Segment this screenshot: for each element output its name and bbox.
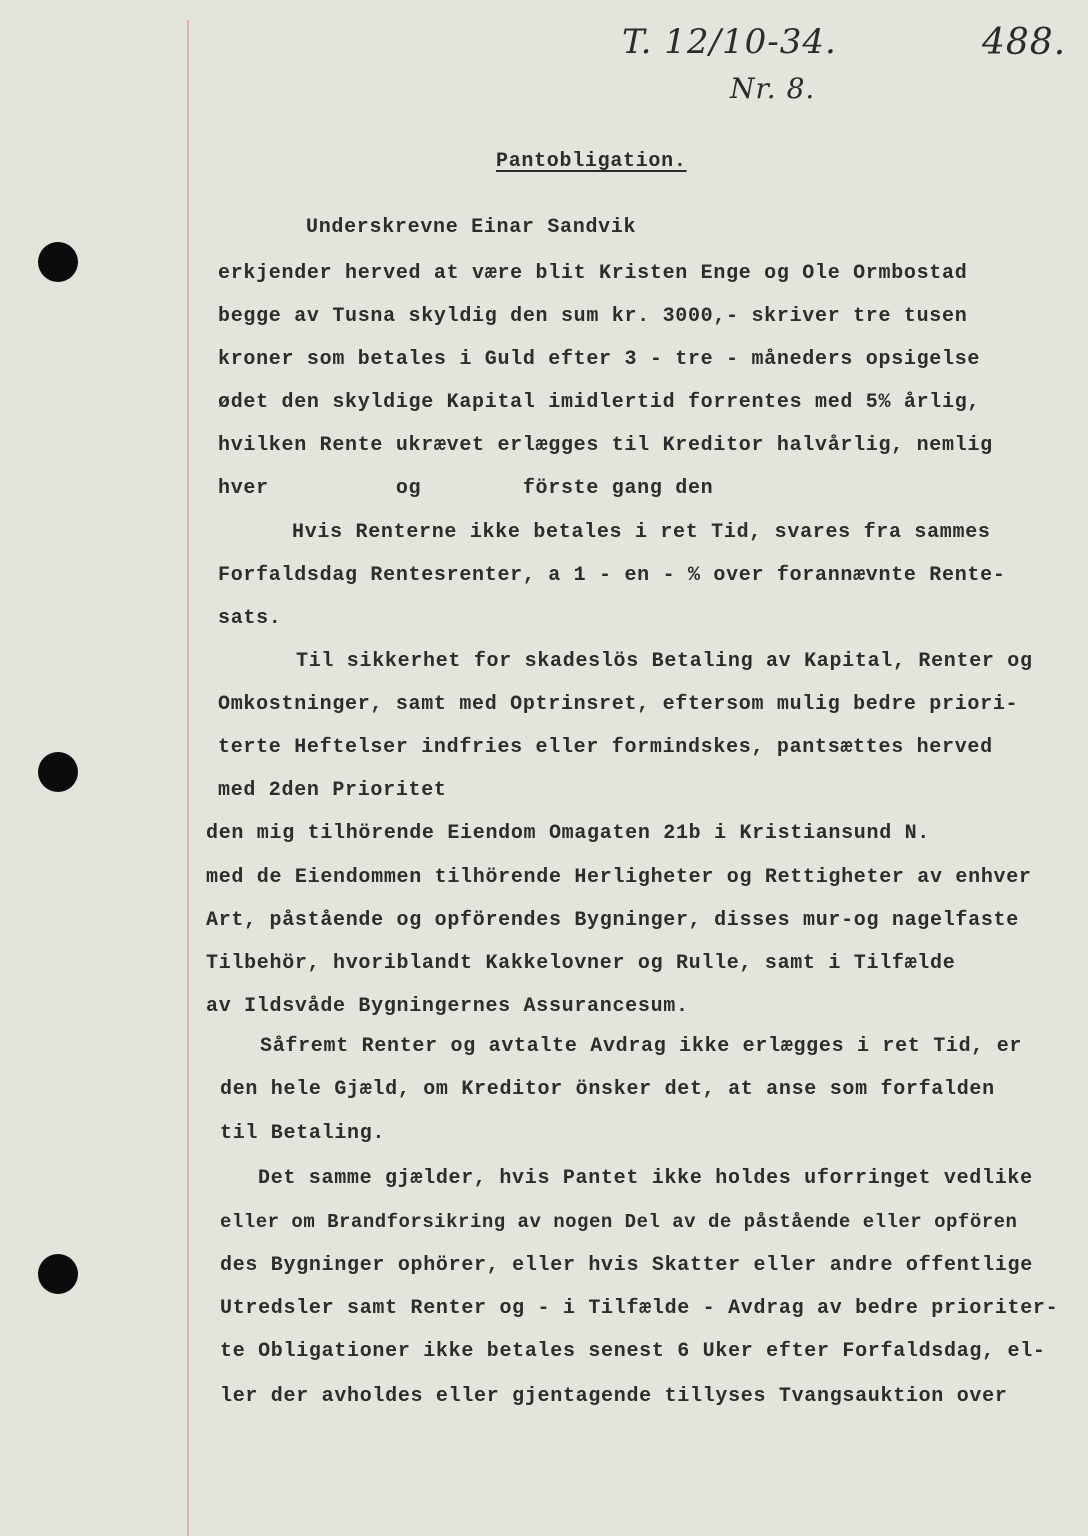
text-line: Til sikkerhet for skadeslös Betaling av Kapital, Renter og [296,650,1033,673]
text-line: Såfremt Renter og avtalte Avdrag ikke erlægges i ret Tid, er [260,1035,1023,1058]
text-line: hver og förste gang den [218,477,714,500]
text-line: til Betaling. [220,1122,386,1145]
text-line: begge av Tusna skyldig den sum kr. 3000,- skriver tre tusen [218,305,968,328]
text-line: kroner som betales i Guld efter 3 - tre - måneders opsigelse [218,348,981,371]
punch-hole-bottom [38,1254,78,1294]
text-line: hvilken Rente ukrævet erlægges til Kreditor halvårlig, nemlig [218,434,993,457]
text-line: Underskrevne Einar Sandvik [306,216,637,239]
punch-hole-middle [38,752,78,792]
text-line: Tilbehör, hvoriblandt Kakkelovner og Rulle, samt i Tilfælde [206,952,956,975]
punch-hole-top [38,242,78,282]
text-line: den mig tilhörende Eiendom Omagaten 21b i Kristiansund N. [206,822,931,845]
text-line: Hvis Renterne ikke betales i ret Tid, svares fra sammes [292,521,991,544]
document-title: Pantobligation. [496,150,687,173]
margin-rule [187,20,189,1536]
text-line: eller om Brandforsikring av nogen Del av de påstående eller opfören [220,1211,1018,1233]
text-line: sats. [218,607,282,630]
handwritten-date: T. 12/10-34. [622,22,837,62]
text-line: Det samme gjælder, hvis Pantet ikke holdes uforringet vedlike [258,1167,1033,1190]
text-line: erkjender herved at være blit Kristen Enge og Ole Ormbostad [218,262,968,285]
text-line: Forfaldsdag Rentesrenter, a 1 - en - % over forannævnte Rente- [218,564,1006,587]
text-line: Art, påstående og opförendes Bygninger, disses mur-og nagelfaste [206,909,1019,932]
handwritten-number: Nr. 8. [730,72,816,105]
text-line: av Ildsvåde Bygningernes Assurancesum. [206,995,689,1018]
text-line: Utredsler samt Renter og - i Tilfælde - Avdrag av bedre prioriter- [220,1297,1059,1320]
text-line: med de Eiendommen tilhörende Herligheter og Rettigheter av enhver [206,866,1032,889]
text-line: des Bygninger ophörer, eller hvis Skatter eller andre offentlige [220,1254,1033,1277]
text-line: ler der avholdes eller gjentagende tillyses Tvangsauktion over [220,1385,1008,1408]
text-line: te Obligationer ikke betales senest 6 Uker efter Forfaldsdag, el- [220,1340,1046,1363]
text-line: med 2den Prioritet [218,779,447,802]
text-line: Omkostninger, samt med Optrinsret, eftersom mulig bedre priori- [218,693,1019,716]
text-line: ødet den skyldige Kapital imidlertid forrentes med 5% årlig, [218,391,981,414]
page-number: 488. [982,22,1067,63]
text-line: den hele Gjæld, om Kreditor önsker det, at anse som forfalden [220,1078,995,1101]
text-line: terte Heftelser indfries eller formindskes, pantsættes herved [218,736,993,759]
